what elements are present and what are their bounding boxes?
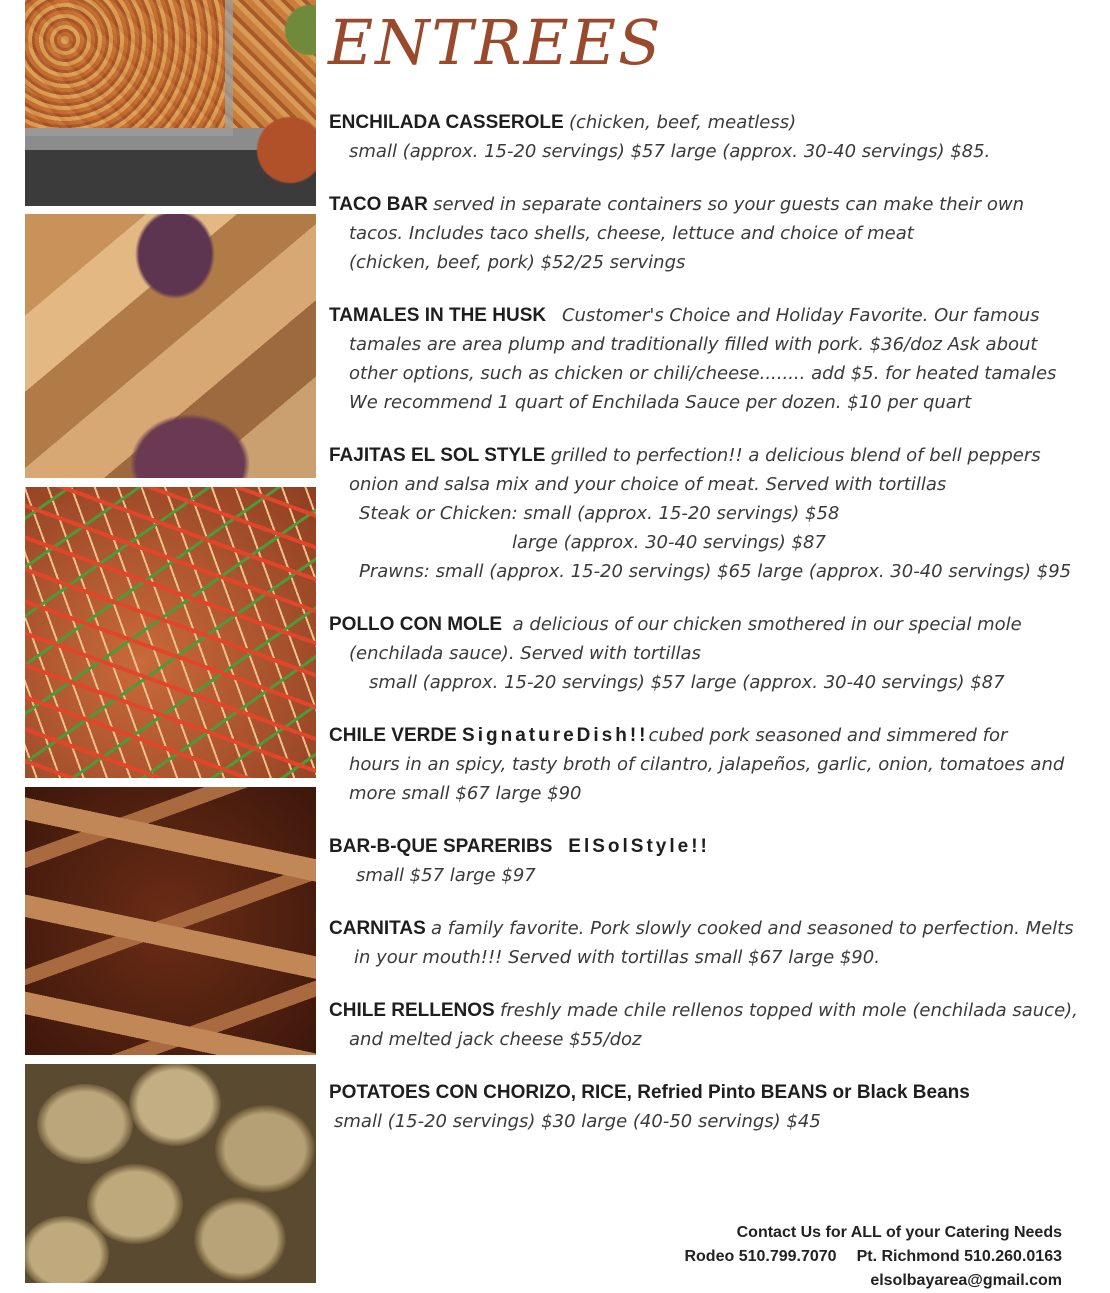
entree-description: cubed pork seasoned and simmered for xyxy=(648,725,1008,746)
chile-rellenos-photo xyxy=(25,1064,316,1283)
entree-tag: ElSolStyle!! xyxy=(568,836,710,857)
rodeo-phone: Rodeo 510.799.7070 xyxy=(684,1248,837,1265)
contact-heading: Contact Us for ALL of your Catering Needs xyxy=(736,1224,1062,1241)
entree-name: TACO BAR xyxy=(329,194,428,215)
entree-description: hours in an spicy, tasty broth of cilantro, jalapeños, garlic, onion, tomatoes and xyxy=(349,754,1065,775)
entree-tag: SignatureDish!! xyxy=(462,725,649,746)
contact-email: elsolbayarea@gmail.com xyxy=(870,1272,1062,1289)
entree-name: ENCHILADA CASSEROLE xyxy=(329,112,564,133)
page-title: ENTREES xyxy=(328,6,663,79)
entree-description: served in separate containers so your guests can make their own xyxy=(433,194,1024,215)
entree-price: and melted jack cheese $55/doz xyxy=(349,1029,642,1050)
entree-description: (chicken, beef, meatless) xyxy=(568,112,797,133)
entree-name: POTATOES CON CHORIZO, RICE, Refried Pinto BEANS or Black Beans xyxy=(329,1082,970,1103)
entree-chile-rellenos xyxy=(329,996,1078,1054)
entree-name: CHILE RELLENOS xyxy=(329,1000,495,1021)
entree-spareribs xyxy=(329,832,1069,890)
entree-description: other options, such as chicken or chili/cheese........ add $5. for heated tamales xyxy=(349,363,1057,384)
spareribs-photo xyxy=(25,787,316,1055)
entree-description: a delicious of our chicken smothered in our special mole xyxy=(512,614,1022,635)
entree-description: tamales are area plump and traditionally filled with pork. $36/doz Ask about xyxy=(349,334,1038,355)
entree-pollo-con-mole xyxy=(329,610,1069,697)
entree-price: We recommend 1 quart of Enchilada Sauce per dozen. $10 per quart xyxy=(349,392,972,413)
entree-description: a family favorite. Pork slowly cooked and seasoned to perfection. Melts xyxy=(431,918,1074,939)
entree-fajitas xyxy=(329,441,1072,586)
entree-enchilada-casserole xyxy=(329,108,1069,166)
entree-taco-bar xyxy=(329,190,1069,277)
enchilada-casserole-photo xyxy=(25,0,316,206)
entree-description: grilled to perfection!! a delicious blend of bell peppers xyxy=(550,445,1041,466)
richmond-phone: Pt. Richmond 510.260.0163 xyxy=(856,1248,1062,1265)
entree-price: in your mouth!!! Served with tortillas small $67 large $90. xyxy=(354,947,880,968)
entree-chile-verde xyxy=(329,721,1069,808)
entree-name: CARNITAS xyxy=(329,918,426,939)
tamales-photo xyxy=(25,214,316,478)
entree-price: more small $67 large $90 xyxy=(349,783,582,804)
photo-column xyxy=(25,0,316,1283)
contact-block xyxy=(684,1221,1062,1293)
entree-price: small (approx. 15-20 servings) $57 large (approx. 30-40 servings) $85. xyxy=(349,141,991,162)
entree-description: freshly made chile rellenos topped with mole (enchilada sauce), xyxy=(500,1000,1078,1021)
entree-description: tacos. Includes taco shells, cheese, lettuce and choice of meat xyxy=(349,223,914,244)
entree-name: BAR-B-QUE SPARERIBS xyxy=(329,836,553,857)
entree-sides xyxy=(329,1078,1069,1136)
entree-name: POLLO CON MOLE xyxy=(329,614,503,635)
entree-name: CHILE VERDE xyxy=(329,725,457,746)
entree-price: Prawns: small (approx. 15-20 servings) $65 large (approx. 30-40 servings) $95 xyxy=(359,561,1072,582)
entree-tamales xyxy=(329,301,1069,417)
entree-description: onion and salsa mix and your choice of meat. Served with tortillas xyxy=(349,474,947,495)
entree-description: (enchilada sauce). Served with tortillas xyxy=(349,643,701,664)
entree-name: FAJITAS EL SOL STYLE xyxy=(329,445,546,466)
entree-price: small (15-20 servings) $30 large (40-50 servings) $45 xyxy=(334,1111,821,1132)
fajitas-photo xyxy=(25,487,316,778)
entree-price: small $57 large $97 xyxy=(356,865,536,886)
entree-price: large (approx. 30-40 servings) $87 xyxy=(512,532,826,553)
entree-price: (chicken, beef, pork) $52/25 servings xyxy=(349,252,686,273)
entree-name: TAMALES IN THE HUSK xyxy=(329,305,547,326)
entree-description: Customer's Choice and Holiday Favorite. Our famous xyxy=(561,305,1040,326)
entree-price: Steak or Chicken: small (approx. 15-20 servings) $58 xyxy=(359,503,840,524)
entree-carnitas xyxy=(329,914,1074,972)
entree-price: small (approx. 15-20 servings) $57 large (approx. 30-40 servings) $87 xyxy=(369,672,1005,693)
entree-list xyxy=(329,108,1078,1160)
